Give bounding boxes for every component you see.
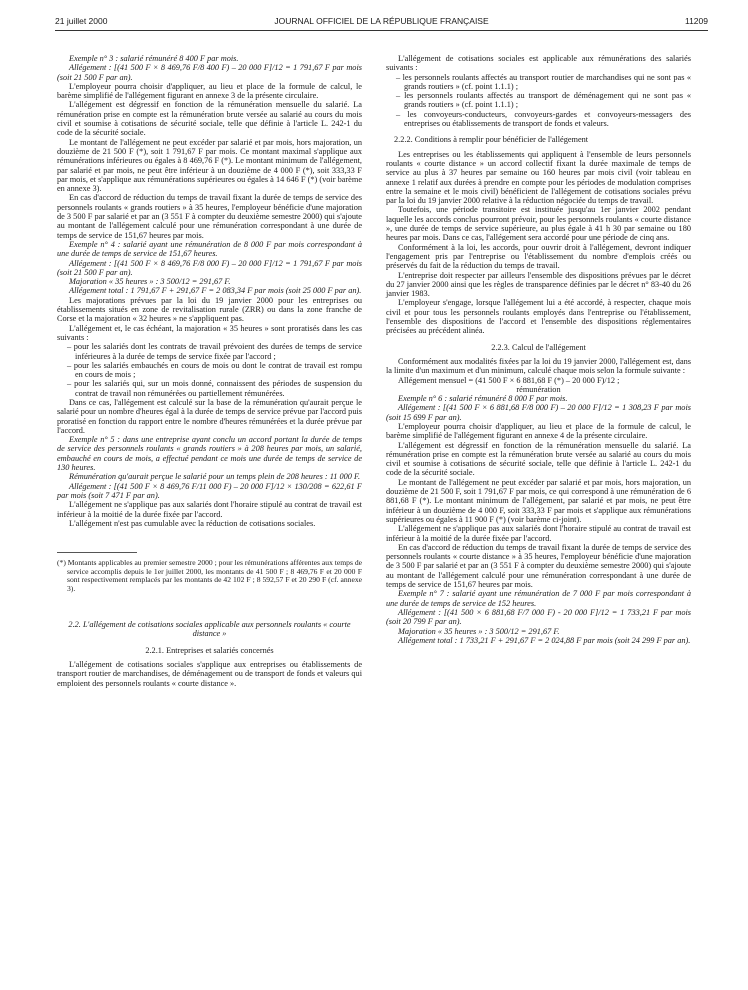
paragraph: L'allégement de cotisations sociales s'applique aux entreprises ou établissements de transport routier de marchandises, de déménagement ou de transport de fonds et valeurs qui emploient des personnels roulants « courte distance ». [57,660,362,688]
footnote-rule [57,552,137,553]
list-item: – pour les salariés dont les contrats de travail prévoient des durées de temps de service inférieures à la durée de temps de service fixée par l'accord ; [67,342,362,361]
header-date: 21 juillet 2000 [55,16,108,26]
paragraph: Toutefois, une période transitoire est instituée jusqu'au 1er janvier 2002 pendant laquelle les accords conclus pourront prévoir, pour les personnels roulants « courte distance », une durée de temps de service supérieure, au plus égale à 41 h 30 par semaine ou 180 heures par mois. Dans ce cas, l'allégement sera accordé pour une période de cinq ans. [386,205,691,243]
paragraph: L'allégement ne s'applique pas aux salariés dont l'horaire stipulé au contrat de travail est inférieur à la moitié de la durée fixée par l'accord. [57,500,362,519]
subsection-heading-2-2-2: 2.2.2. Conditions à remplir pour bénéficier de l'allégement [394,135,589,145]
example-5: Exemple n° 5 : dans une entreprise ayant conclu un accord portant la durée de temps de service des personnels roulants « grands routiers » à 208 heures par mois, un salarié, embauché en cours de mois, a effectué pendant ce mois une durée de temps de service de 130 heures. [57,435,362,473]
paragraph: Conformément aux modalités fixées par la loi du 19 janvier 2000, l'allégement est, dans la limite d'un maximum et d'un minimum, calculé chaque mois selon la formule suivante : [386,356,691,376]
example-6: Exemple n° 6 : salarié rémunéré 8 000 F par mois. [398,394,568,404]
formula-line: Allégement : [(41 500 F × 6 881,68 F/8 000 F) – 20 000 F]/12 = 1 308,23 F par mois (soit 15 699 F par an). [386,403,691,422]
formula: Allégement mensuel = (41 500 F × 6 881,68 F (*) – 20 000 F)/12 ; [398,375,620,385]
list-item: – les convoyeurs-conducteurs, convoyeurs-gardes et convoyeurs-messagers des entreprises ou établissements de transport de fonds et valeurs. [396,109,691,129]
page-number: 11209 [684,16,708,26]
list-item: – pour les salariés embauchés en cours de mois ou dont le contrat de travail est rompu en cours de mois ; [67,360,362,380]
formula-line: Majoration « 35 heures » : 3 500/12 = 291,67 F. [398,626,560,636]
paragraph: L'entreprise doit respecter par ailleurs l'ensemble des dispositions prévues par le décret du 27 janvier 2000 ainsi que les règles de transparence définies par le décret n° 83-40 du 26 janvier 1983. [386,270,691,299]
formula-line: Allégement : [(41 500 × 6 881,68 F/7 000 F) - 20 000 F]/12 = 1 733,21 F par mois (soit 20 799 F par an). [386,607,691,627]
header-rule [55,30,708,31]
header-title: JOURNAL OFFICIEL DE LA RÉPUBLIQUE FRANÇAISE [274,16,489,26]
formula-line: Rémunération qu'aurait perçue le salarié pour un temps plein de 208 heures : 11 000 F. [69,472,361,482]
paragraph: L'allégement n'est pas cumulable avec la réduction de cotisations sociales. [69,518,316,528]
paragraph: L'allégement ne s'applique pas aux salariés dont l'horaire stipulé au contrat de travail est inférieur à la moitié de la durée fixée par l'accord. [386,524,691,543]
paragraph: L'allégement est dégressif en fonction de la rémunération mensuelle du salarié. La rémunération prise en compte est la rémunération brute versée au salarié au cours du mois civil et soumise à cotisations de sécurité sociale, telle que définie à l'article L. 242-1 du code de la sécurité sociale. [57,100,362,138]
paragraph: En cas d'accord de réduction du temps de travail fixant la durée de temps de service des personnels roulants « courte distance » à 35 heures, l'employeur bénéficie d'une majoration de 3 500 F par salarié et par an (3 551 F à compter du deuxième semestre 2000) qui s'ajoute au montant de l'allégement calculé pour une rémunération correspondant à une durée de temps de service de 151,67 heures par mois. [386,542,691,590]
paragraph: Le montant de l'allégement ne peut excéder par salarié et par mois, hors majoration, un douzième de 21 500 F, soit 1 791,67 F par mois, ce qui correspond à une rémunération de 6 881,68 F (*). Le montant minimum de l'allégement, par salarié et par mois, ne peut être inférieur à un douzième de 4 000 F, soit 333,33 F par mois et s'applique aux rémunérations supérieures ou égales à 11 900 F (*) (voir barème ci-joint). [386,477,691,524]
paragraph: Dans ce cas, l'allégement est calculé sur la base de la rémunération qu'aurait perçue le salarié pour un nombre d'heures égal à la durée de temps de service prévue par l'accord puis proratisé en fonction du rapport entre le nombre d'heures rémunérées et la durée prévue par l'accord. [57,397,362,435]
subsection-heading-2-2-1: 2.2.1. Entreprises et salariés concernés [145,645,274,655]
list-item: – les personnels roulants affectés au transport routier de marchandises qui ne sont pas « grands routiers » (cf. point 1.1.1) ; [396,72,691,91]
example-7: Exemple n° 7 : salarié ayant une rémunération de 7 000 F par mois correspondant à une durée de temps de service de 152 heures. [386,589,691,608]
formula-line: Allégement : [(41 500 F × 8 469,76 F/8 000 F) – 20 000 F]/12 = 1 791,67 F par mois (soit 21 500 F par an). [57,258,362,277]
section-heading-2-2: 2.2. L'allégement de cotisations sociales applicable aux personnels roulants « courte distance » [68,620,351,639]
paragraph: Le montant de l'allégement ne peut excéder par salarié et par mois, hors majoration, un douzième de 21 500 F (*), soit 1 791,67 F par mois. Ce montant maximal s'applique aux rémunérations inférieures ou égales à 8 469,76 F (*). Le montant minimum de l'allégement, par salarié et par mois, ne peut être inférieur à un douzième de 4 000 F (*), soit 333,33 F par mois, et s'applique aux rémunérations supérieures ou égales à 14 646 F (*) (voir barème en annexe 3). [57,137,362,194]
example-3: Exemple n° 3 : salarié rémunéré 8 400 F par mois. [69,54,239,63]
paragraph: Les entreprises ou les établissements qui appliquent à l'ensemble de leurs personnels roulants « courte distance » un accord collectif fixant la durée maximale de temps de service au plus à 37 heures par semaine ou 160 heures par mois civil (voir tableau en annexe 1 relatif aux durées à prendre en compte pour les périodes de modulation comprises entre la semaine et le mois civil) bénéficient de l'allégement de cotisations sociales prévu par la loi du 19 janvier 2000 relative à la réduction négociée du temps de travail. [386,149,691,206]
formula-denominator: rémunération [516,384,561,394]
footnote: (*) Montants applicables au premier semestre 2000 ; pour les rémunérations afférentes aux temps de service accomplis depuis le 1er juillet 2000, les montants de 41 500 F ; 8 469,76 F et 20 000 F sont respectivement remplacés par les montants de 42 102 F ; 8 592,57 F et 20 290 F (cf. annexe 3). [57,558,362,593]
list-item: – pour les salariés qui, sur un mois donné, connaissent des périodes de suspension du contrat de travail non rémunérées ou partiellement rémunérées. [67,379,362,398]
paragraph: L'allégement est dégressif en fonction de la rémunération mensuelle du salarié. La rémunération prise en compte est la rémunération brute versée au salarié au cours du mois civil et soumise à cotisations de sécurité sociale, telle que définie à l'article L. 242-1 du code de la sécurité sociale. [386,440,691,478]
paragraph: En cas d'accord de réduction du temps de travail fixant la durée de temps de service des personnels roulants « grands routiers » à 35 heures, l'employeur bénéficie d'une majoration de 3 500 F par salarié et par an (3 551 F à compter du deuxième semestre 2000) qui s'ajoute au montant de l'allégement calculé pour une rémunération correspondant à une durée de temps de service de 151,67 heures par mois. [57,193,362,240]
formula-line: Majoration « 35 heures » : 3 500/12 = 291,67 F. [69,277,231,287]
right-column [386,54,691,645]
paragraph: L'employeur pourra choisir d'appliquer, au lieu et place de la formule de calcul, le barème simplifié de l'allégement figurant en annexe 4 de la présente circulaire. [386,421,691,441]
formula-line: Allégement : [(41 500 F × 8 469,76 F/11 000 F) – 20 000 F]/12 × 130/208 = 622,61 F par mois (soit 7 471 F par an). [57,481,362,500]
example-4: Exemple n° 4 : salarié ayant une rémunération de 8 000 F par mois correspondant à une durée de temps de service de 151,67 heures. [57,239,362,259]
formula-line: Allégement : [(41 500 F × 8 469,76 F/8 400 F) – 20 000 F]/12 = 1 791,67 F par mois (soit 21 500 F par an). [57,63,362,82]
paragraph: Les majorations prévues par la loi du 19 janvier 2000 pour les entreprises ou établissements situés en zone de revitalisation rurale (ZRR) ou dans la zone franche de Corse et la majoration « 32 heures » ne s'appliquent pas. [57,295,362,324]
page-header [55,16,708,30]
subsection-heading-2-2-3: 2.2.3. Calcul de l'allégement [491,342,586,352]
paragraph: Conformément à la loi, les accords, pour ouvrir droit à l'allégement, devront indiquer l'engagement pris par l'entreprise ou l'établissement du nombre d'emplois créés ou préservés du fait de la réduction du temps de travail. [386,242,691,271]
list-item: – les personnels roulants affectés au transport de déménagement qui ne sont pas « grands routiers » (cf. point 1.1.1) ; [396,91,691,110]
left-column [57,54,362,688]
formula-line: Allégement total : 1 733,21 F + 291,67 F = 2 024,88 F par mois (soit 24 299 F par an). [398,635,691,645]
paragraph: L'employeur pourra choisir d'appliquer, au lieu et place de la formule de calcul, le barème simplifié de l'allégement figurant en annexe 3 de la présente circulaire. [57,81,362,101]
paragraph: L'allégement de cotisations sociales est applicable aux rémunérations des salariés suivants : [386,54,691,73]
formula-line: Allégement total : 1 791,67 F + 291,67 F = 2 083,34 F par mois (soit 25 000 F par an). [69,286,362,296]
paragraph: L'employeur s'engage, lorsque l'allégement lui a été accordé, à respecter, chaque mois civil et pour tous les personnels roulants employés dans l'entreprise ou l'établissement, l'ensemble des dispositions de l'accord et l'ensemble des dispositions réglementaires précisées au précédent alinéa. [386,298,691,336]
paragraph: L'allégement et, le cas échéant, la majoration « 35 heures » sont proratisés dans les cas suivants : [57,323,362,342]
